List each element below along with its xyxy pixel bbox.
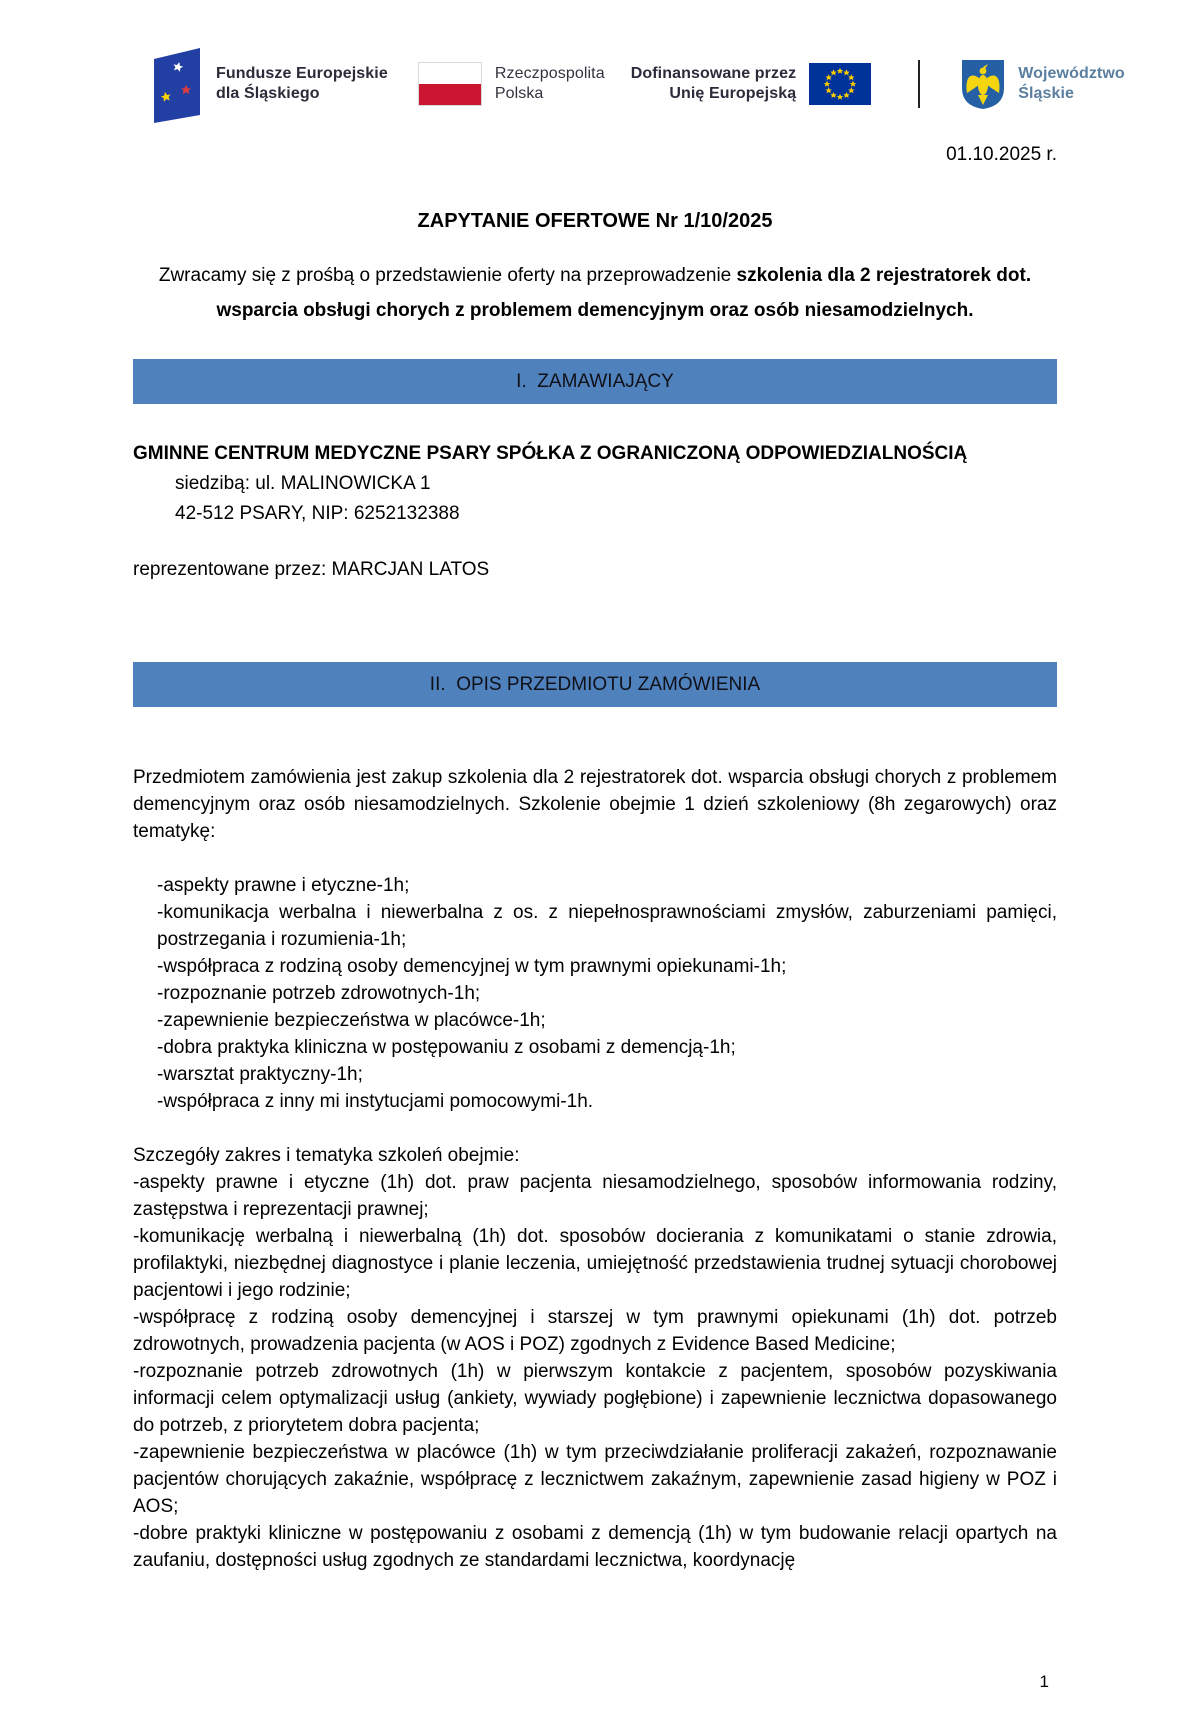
- section-1-heading: I. ZAMAWIAJĄCY: [516, 370, 674, 392]
- eu-funds-line2: dla Śląskiego: [216, 85, 320, 102]
- silesia-logo-text: [1018, 64, 1125, 103]
- topic-item: -rozpoznanie potrzeb zdrowotnych-1h;: [157, 983, 481, 1004]
- topic-item: -aspekty prawne i etyczne-1h;: [157, 875, 410, 896]
- page-number: 1: [1039, 1672, 1049, 1691]
- silesia-crest-icon: [960, 58, 1006, 110]
- poland-flag-icon: [418, 62, 482, 106]
- topic-item: -współpraca z rodziną osoby demencyjnej w tym prawnymi opiekunami-1h;: [157, 956, 787, 977]
- detail-item: -współpracę z rodziną osoby demencyjnej i starszej w tym prawnymi opiekunami (1h) dot. potrzeb zdrowotnych, prowadzenia pacjenta (w AOS i POZ) zgodnych z Evidence Based Medicine;: [133, 1307, 1057, 1355]
- poland-line1: Rzeczpospolita: [494, 65, 605, 83]
- company-address-line2: 42-512 PSARY, NIP: 6252132388: [175, 503, 460, 524]
- topic-item: -dobra praktyka kliniczna w postępowaniu z osobami z demencją-1h;: [157, 1037, 736, 1058]
- poland-logo-text: [495, 64, 605, 103]
- header-logo-strip: [148, 44, 1190, 124]
- eu-line1: Dofinansowane przez: [630, 65, 797, 83]
- subject-intro-paragraph: Przedmiotem zamówienia jest zakup szkolenia dla 2 rejestratorek dot. wsparcia obsługi chorych z problemem demencyjnym oraz osób niesamodzielnych. Szkolenie obejmie 1 dzień szkoleniowy (8h zegarowych) oraz tematykę:: [133, 767, 1057, 842]
- company-name: GMINNE CENTRUM MEDYCZNE PSARY SPÓŁKA Z OGRANICZONĄ ODPOWIEDZIALNOŚCIĄ: [133, 443, 968, 464]
- eu-funds-flag-icon: [148, 45, 204, 123]
- detail-item: -komunikację werbalną i niewerbalną (1h) dot. sposobów docierania z komunikatami o stanie zdrowia, profilaktyki, niezbędnej diagnostyce i planie leczenia, umiejętność przedstawienia trudnej sytuacji chorobowej pacjentowi i jego rodzinie;: [133, 1226, 1057, 1301]
- eu-flag-icon: [809, 63, 871, 105]
- document-title: ZAPYTANIE OFERTOWE Nr 1/10/2025: [417, 210, 773, 232]
- silesia-line1: Województwo: [1018, 65, 1125, 83]
- topics-list: [133, 872, 1057, 1115]
- section-2-header-bar: [133, 662, 1057, 707]
- represented-by: reprezentowane przez: MARCJAN LATOS: [133, 559, 490, 580]
- details-block: [133, 1142, 1057, 1574]
- eu-funds-line1: Fundusze Europejskie: [216, 65, 388, 83]
- company-address-line1: siedzibą: ul. MALINOWICKA 1: [175, 473, 431, 494]
- details-intro: Szczegóły zakres i tematyka szkoleń obejmie:: [133, 1145, 520, 1166]
- detail-item: -rozpoznanie potrzeb zdrowotnych (1h) w pierwszym kontakcie z pacjentem, sposobów pozyskiwania informacji celem optymalizacji usług (ankiety, wywiady pogłębione) i zapewnienie lecznictwa dopasowanego do potrzeb, z priorytetem dobra pacjenta;: [133, 1361, 1057, 1436]
- document-date: 01.10.2025 r.: [946, 144, 1057, 165]
- company-block: [133, 439, 1057, 529]
- eu-funds-logo-text: [216, 64, 388, 103]
- poland-line2: Polska: [494, 85, 544, 102]
- intro-bold-text: szkolenia dla 2 rejestratorek dot. wsparcia obsługi chorych z problemem demencyjnym oraz osób niesamodzielnych.: [216, 265, 1032, 321]
- intro-normal-text: Zwracamy się z prośbą o przedstawienie oferty na przeprowadzenie: [158, 265, 737, 286]
- topic-item: -komunikacja werbalna i niewerbalna z os. z niepełnosprawnościami zmysłów, zaburzeniami pamięci, postrzegania i rozumienia-1h;: [157, 902, 1057, 950]
- intro-paragraph: [133, 258, 1057, 328]
- detail-item: -aspekty prawne i etyczne (1h) dot. praw pacjenta niesamodzielnego, sposobów informowania rodziny, zastępstwa i reprezentacji prawnej;: [133, 1172, 1057, 1220]
- topic-item: -współpraca z inny mi instytucjami pomocowymi-1h.: [157, 1091, 594, 1112]
- topic-item: -warsztat praktyczny-1h;: [157, 1064, 363, 1085]
- detail-item: -dobre praktyki kliniczne w postępowaniu z osobami z demencją (1h) w tym budowanie relacji opartych na zaufaniu, dostępności usług zgodnych ze standardami lecznictwa, koordynację: [133, 1523, 1057, 1571]
- silesia-line2: Śląskie: [1018, 85, 1075, 102]
- eu-funds-logo: [148, 45, 388, 123]
- eu-line2: Unię Europejską: [669, 85, 797, 102]
- section-1-header-bar: [133, 359, 1057, 404]
- eu-cofunded-text: [631, 64, 796, 103]
- topic-item: -zapewnienie bezpieczeństwa w placówce-1h;: [157, 1010, 546, 1031]
- logo-divider: [918, 60, 920, 108]
- detail-item: -zapewnienie bezpieczeństwa w placówce (1h) w tym przeciwdziałanie proliferacji zakażeń, rozpoznawanie pacjentów chorujących zakaźnie, współpracę z lecznictwem zakaźnym, zapewnienie zasad higieny w POZ i AOS;: [133, 1442, 1057, 1517]
- section-2-heading: II. OPIS PRZEDMIOTU ZAMÓWIENIA: [429, 673, 761, 695]
